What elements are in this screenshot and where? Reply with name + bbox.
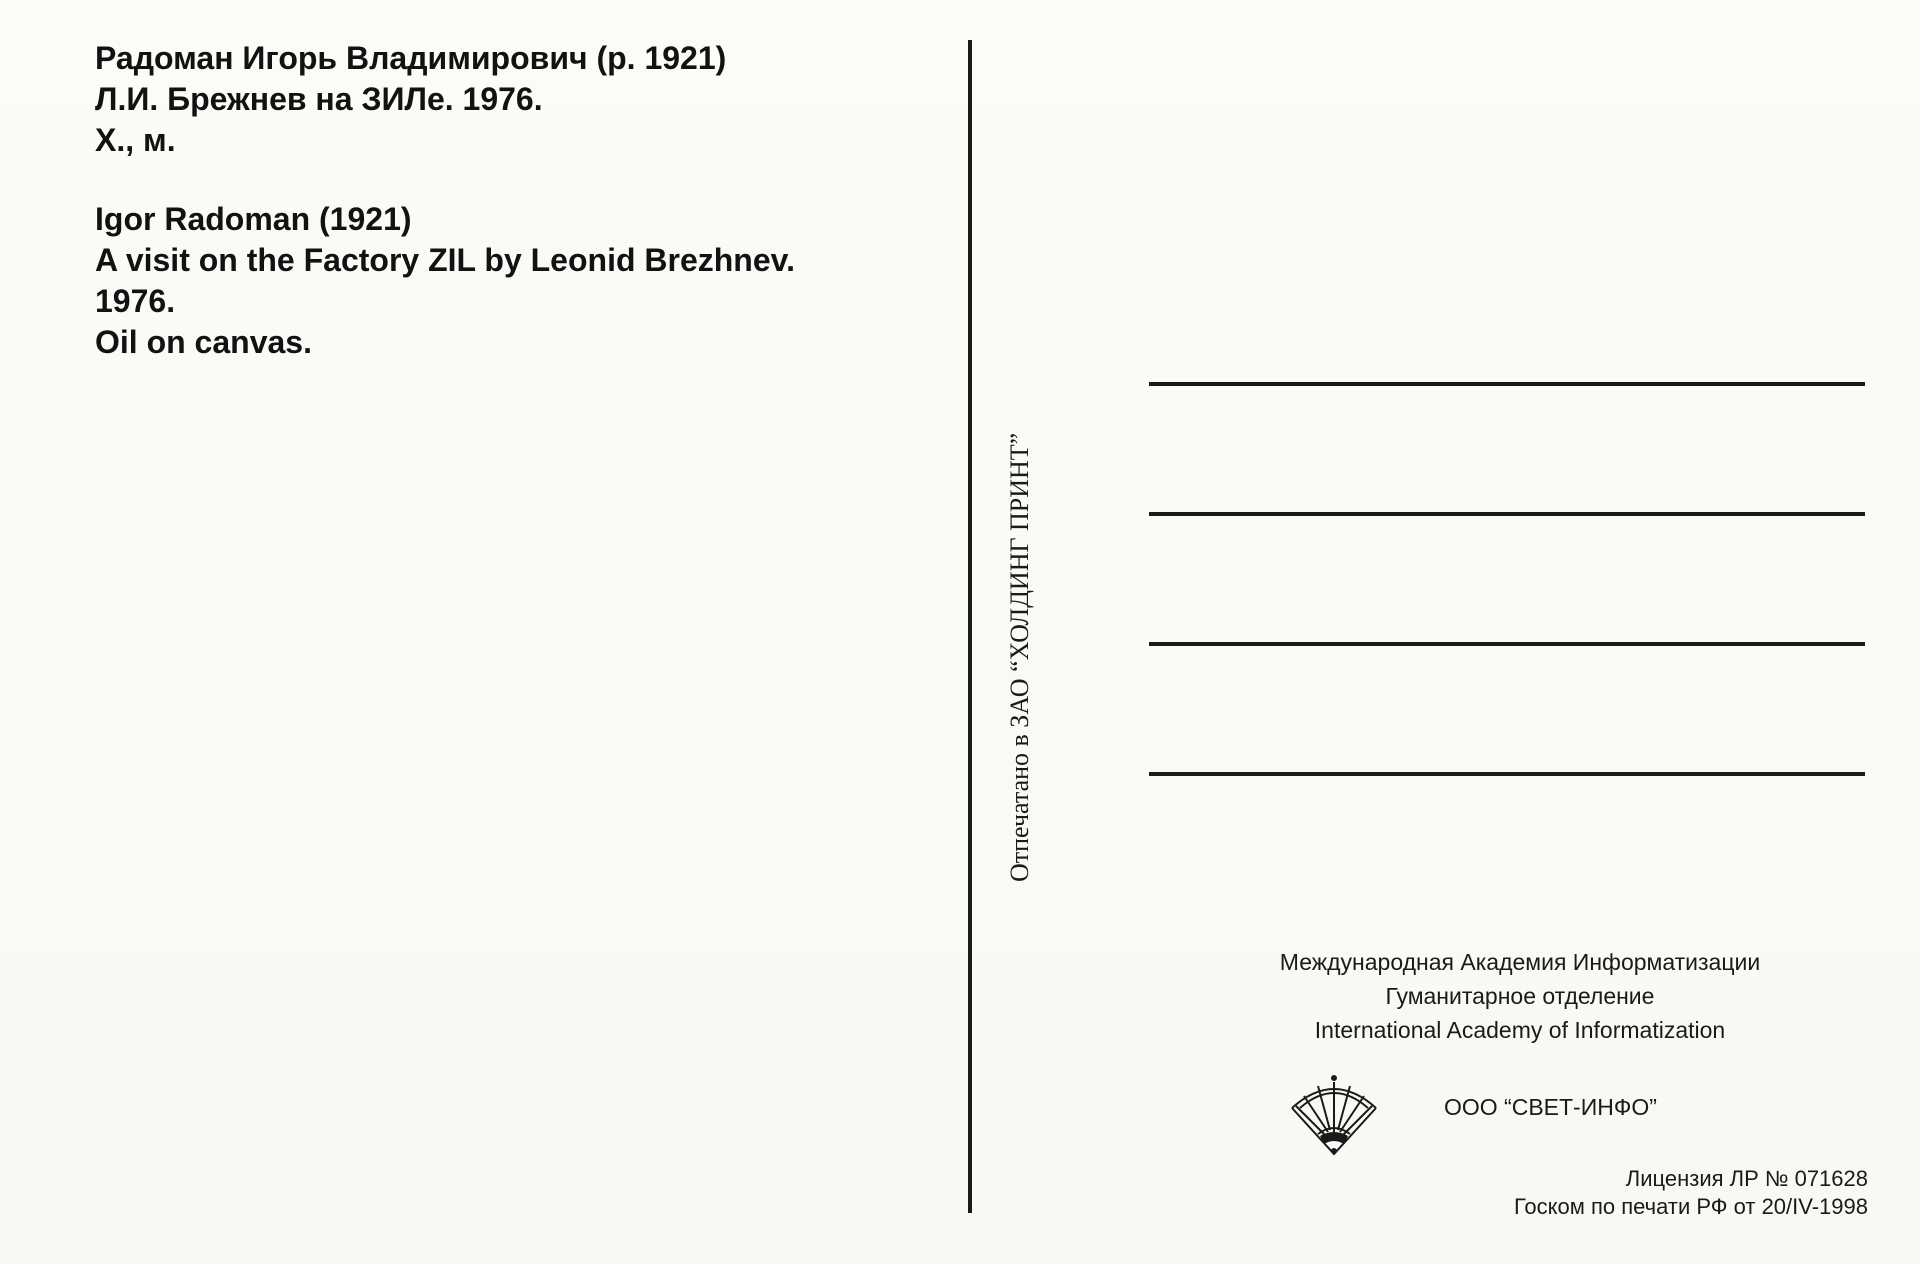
publisher-name-en: International Academy of Informatization [1314, 1017, 1726, 1043]
artwork-medium-en: Oil on canvas. [95, 324, 312, 360]
artwork-title-ru: Л.И. Брежнев на ЗИЛе. 1976. [95, 81, 543, 117]
license-authority: Госком по печати РФ от 20/IV-1998 [1513, 1194, 1868, 1219]
artist-name-en: Igor Radoman (1921) [95, 201, 412, 237]
publisher-name-ru: Международная Академия Информатизации [1279, 949, 1761, 975]
address-line-4 [1149, 772, 1865, 776]
publisher-department-ru: Гуманитарное отделение [1385, 983, 1655, 1009]
fan-sunburst-icon [1288, 1072, 1380, 1158]
publisher-block [1210, 945, 1830, 1047]
printer-credit-text: Отпечатано в ЗАО “ХОЛДИНГ ПРИНТ” [1005, 432, 1034, 882]
caption-russian [95, 38, 726, 161]
address-line-3 [1149, 642, 1865, 646]
license-number: Лицензия ЛР № 071628 [1625, 1166, 1868, 1191]
license-block [1514, 1165, 1868, 1221]
artwork-title-en: A visit on the Factory ZIL by Leonid Brezhnev. [95, 242, 795, 278]
company-name: ООО “СВЕТ-ИНФО” [1444, 1094, 1657, 1120]
address-line-1 [1149, 382, 1865, 386]
artwork-year-en: 1976. [95, 283, 176, 319]
artist-name-ru: Радоман Игорь Владимирович (р. 1921) [95, 40, 727, 76]
caption-english [95, 199, 795, 363]
address-line-2 [1149, 512, 1865, 516]
center-divider-line [968, 40, 972, 1213]
artwork-medium-ru: Х., м. [95, 122, 176, 158]
